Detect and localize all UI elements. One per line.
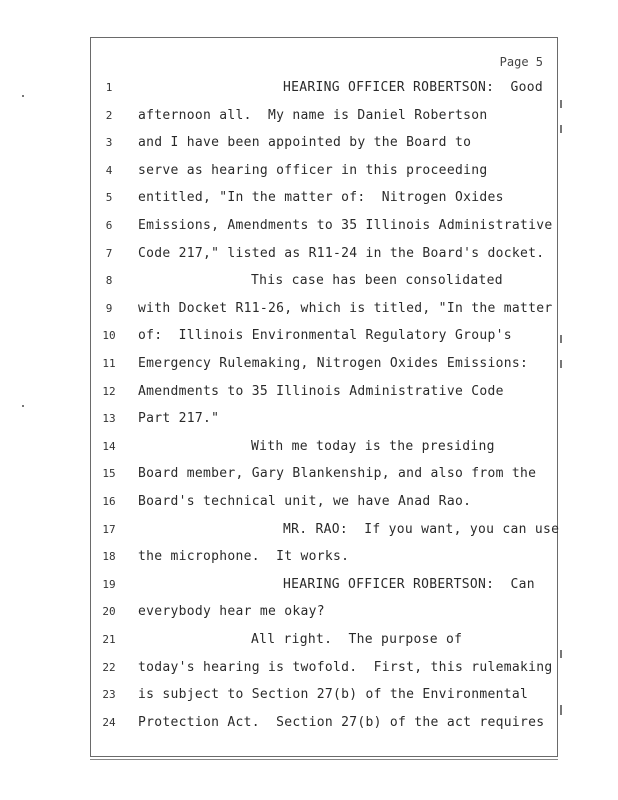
line-text: Code 217," listed as R11-24 in the Board's docket. — [138, 245, 545, 261]
transcript-line — [91, 658, 559, 678]
transcript-page — [90, 37, 558, 757]
line-text: the microphone. It works. — [138, 549, 350, 565]
transcript-line — [91, 685, 559, 705]
line-number: 23 — [102, 688, 116, 702]
line-text: Amendments to 35 Illinois Administrative Code — [138, 383, 504, 399]
line-number: 17 — [102, 522, 116, 536]
line-number: 14 — [102, 439, 116, 453]
line-text: Emissions, Amendments to 35 Illinois Administrative — [138, 218, 553, 233]
transcript-line — [91, 326, 559, 346]
transcript-line — [91, 409, 559, 429]
scan-speck — [22, 95, 24, 97]
transcript-line — [91, 161, 559, 181]
line-number: 20 — [102, 605, 116, 619]
line-text: Emergency Rulemaking, Nitrogen Oxides Emissions: — [138, 356, 529, 371]
transcript-line — [91, 188, 559, 208]
line-text: and I have been appointed by the Board to — [138, 135, 472, 151]
scan-speck — [560, 125, 562, 133]
line-number: 10 — [102, 329, 116, 343]
scan-speck — [22, 405, 24, 407]
transcript-line — [91, 354, 559, 374]
line-text: Board's technical unit, we have Anad Rao. — [138, 494, 472, 509]
transcript-line — [91, 575, 559, 595]
line-number: 5 — [105, 191, 113, 205]
line-text: with Docket R11-26, which is titled, "In the matter — [138, 300, 553, 316]
line-number: 11 — [102, 357, 116, 370]
transcript-line — [91, 602, 559, 622]
line-number: 18 — [102, 550, 116, 564]
transcript-line — [91, 106, 559, 126]
line-number: 21 — [102, 633, 116, 646]
line-number: 15 — [102, 467, 116, 481]
transcript-line — [91, 133, 559, 153]
scan-speck — [560, 650, 562, 658]
line-number: 3 — [105, 136, 113, 150]
line-text: everybody hear me okay? — [138, 604, 325, 620]
transcript-line — [91, 244, 559, 264]
transcript-line — [91, 216, 559, 236]
transcript-line — [91, 382, 559, 402]
transcript-line — [91, 271, 559, 291]
line-text: Protection Act. Section 27(b) of the act requires — [138, 714, 545, 730]
line-number: 19 — [102, 577, 116, 591]
transcript-line — [91, 299, 559, 319]
line-text: MR. RAO: If you want, you can use — [283, 521, 560, 537]
line-number: 1 — [105, 81, 113, 94]
line-number: 7 — [105, 246, 113, 260]
line-text: afternoon all. My name is Daniel Robertson — [138, 107, 488, 123]
line-text: entitled, "In the matter of: Nitrogen Oxides — [138, 190, 504, 206]
line-number: 2 — [105, 108, 113, 122]
line-text: All right. The purpose of — [251, 632, 463, 647]
line-text: of: Illinois Environmental Regulatory Group's — [138, 328, 512, 344]
line-number: 13 — [102, 412, 116, 426]
line-text: HEARING OFFICER ROBERTSON: Can — [283, 576, 535, 592]
transcript-line — [91, 437, 559, 457]
line-text: HEARING OFFICER ROBERTSON: Good — [283, 80, 544, 95]
line-number: 8 — [105, 274, 113, 288]
line-number: 6 — [105, 219, 113, 232]
transcript-line — [91, 492, 559, 512]
transcript-line — [91, 78, 559, 98]
line-text: Board member, Gary Blankenship, and also from the — [138, 466, 537, 482]
scan-speck — [560, 335, 562, 343]
line-text: serve as hearing officer in this proceeding — [138, 162, 488, 178]
page-number: Page 5 — [499, 55, 543, 69]
transcript-line — [91, 630, 559, 650]
line-number: 9 — [105, 301, 113, 315]
transcript-line — [91, 547, 559, 567]
scan-speck — [560, 705, 562, 715]
line-text: This case has been consolidated — [251, 273, 503, 289]
line-number: 16 — [102, 495, 116, 508]
line-text: is subject to Section 27(b) of the Environmental — [138, 687, 529, 703]
line-number: 24 — [102, 715, 116, 729]
scan-speck — [560, 360, 562, 368]
line-text: Part 217." — [138, 411, 220, 427]
line-text: today's hearing is twofold. First, this rulemaking — [138, 659, 553, 675]
line-text: With me today is the presiding — [251, 438, 495, 454]
transcript-line — [91, 520, 559, 540]
transcript-line — [91, 464, 559, 484]
footer-rule — [90, 759, 558, 760]
line-number: 12 — [102, 384, 116, 398]
transcript-line — [91, 713, 559, 733]
line-number: 22 — [102, 660, 116, 674]
line-number: 4 — [105, 163, 113, 177]
scan-speck — [560, 100, 562, 108]
